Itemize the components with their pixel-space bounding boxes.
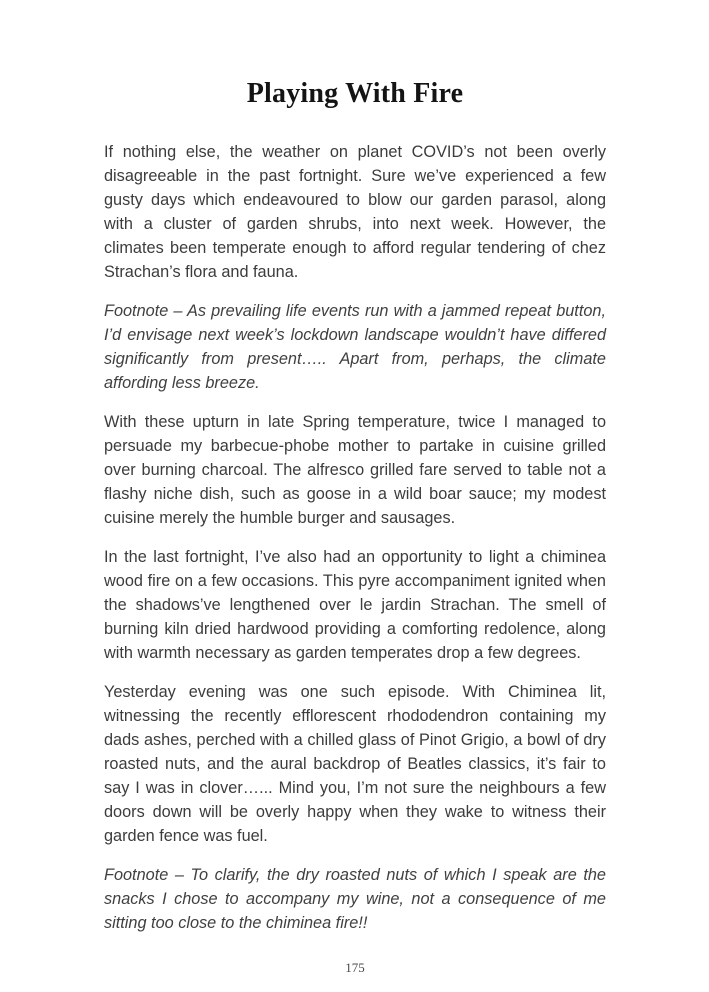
page-number: 175 xyxy=(345,960,365,975)
footnote-paragraph-roasted-nuts: Footnote – To clarify, the dry roasted nuts of which I speak are the snacks I chose to accompany my wine, not a consequence of me sitting too close to the chiminea fire!! xyxy=(104,866,606,932)
paragraph-weather: If nothing else, the weather on planet COVID’s not been overly disagreeable in the past fortnight. Sure we’ve experienced a few gusty days which endeavoured to blow our garden parasol, along with a cluster of garden shrubs, into next week. However, the climates been temperate enough to afford regular tendering of chez Strachan’s flora and fauna. xyxy=(104,143,606,281)
paragraph-barbecue: With these upturn in late Spring temperature, twice I managed to persuade my barbecue-phobe mother to partake in cuisine grilled over burning charcoal. The alfresco grilled fare served to table not a flashy niche dish, such as goose in a wild boar sauce; my modest cuisine merely the humble burger and sausages. xyxy=(104,413,606,527)
footnote-paragraph-lockdown: Footnote – As prevailing life events run with a jammed repeat button, I’d envisage next week’s lockdown landscape wouldn’t have differed significantly from present….. Apart from, perhaps, the climate affording less breeze. xyxy=(104,302,606,392)
paragraph-chiminea: In the last fortnight, I’ve also had an opportunity to light a chiminea wood fire on a few occasions. This pyre accompaniment ignited when the shadows’ve lengthened over le jardin Strachan. The smell of burning kiln dried hardwood providing a comforting redolence, along with warmth necessary as garden temperates drop a few degrees. xyxy=(104,548,606,662)
paragraph-yesterday-evening: Yesterday evening was one such episode. With Chiminea lit, witnessing the recently efflorescent rhododendron containing my dads ashes, perched with a chilled glass of Pinot Grigio, a bowl of dry roasted nuts, and the aural backdrop of Beatles classics, it’s fair to say I was in clover…... Mind you, I’m not sure the neighbours a few doors down will be overly happy when they wake to witness their garden fence was fuel. xyxy=(104,683,606,845)
page-title: Playing With Fire xyxy=(246,78,464,109)
